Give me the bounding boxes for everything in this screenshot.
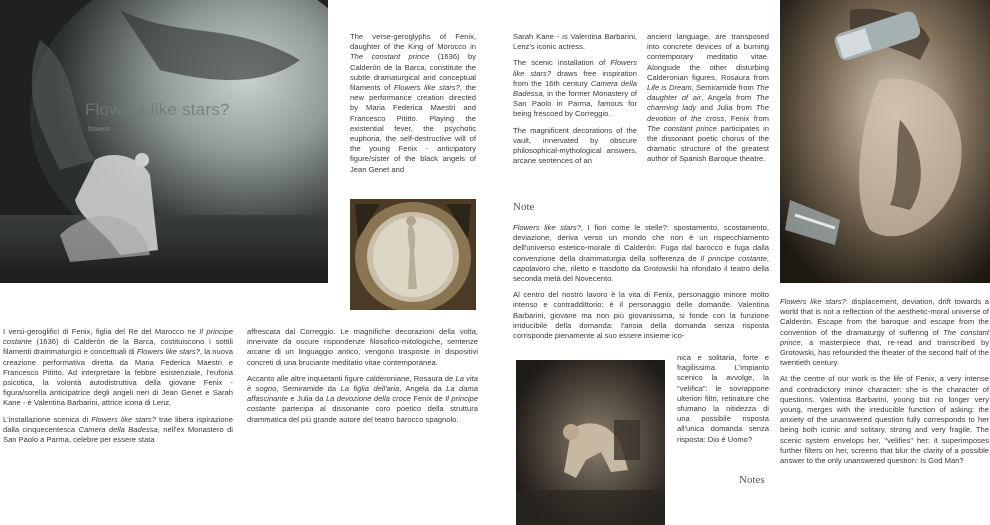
text-run: I versi-geroglifici di Fenix, figlia del Re del Marocco ne xyxy=(3,327,200,336)
text-run: , Semiramide da xyxy=(276,384,341,394)
en-col2-para-1 xyxy=(513,32,637,52)
text-run: trae libera ispirazione dalla cinquecentesca xyxy=(3,414,233,434)
text-run: (1636) di Calderón de la Barca, costituiscono i sottili filamenti drammaturgici e concettuali di xyxy=(3,337,233,357)
stage-overlay-small: flowers xyxy=(88,126,111,133)
italic-run: La dama affascinante xyxy=(247,384,478,404)
text-run: participates in the dissonant poetic chorus of the dramatic structure of the greatest author of Spanish Baroque theatre. xyxy=(647,123,769,164)
italic-run: Il principe costante xyxy=(247,394,478,414)
italic-run: The constant prince xyxy=(350,52,430,62)
text-run: The verse-geroglyphs of Fenix, daughter of the King of Morocco in xyxy=(350,32,476,52)
figure-graphic xyxy=(516,360,665,525)
italic-run: Flowers like stars? xyxy=(393,83,460,93)
notes-heading: Notes xyxy=(739,474,765,486)
italic-run: The constant prince xyxy=(647,123,717,133)
text-run: , la nuova creazione performativa diretta da Maria Federica Maestri e Francesco Pititto. Ad interpretare la febbre esistenziale, l'euforia psicotica, la volontà autodistruttiva della giovane Fenix - figura/sorella anticipatrice degli angeli neri di Jean Genet e Sarah Kane - è Valentina Barbarini, attrice icona di Lenz. xyxy=(3,347,234,408)
italic-run: Flowers like stars? xyxy=(136,347,200,357)
text-run: e Julia da xyxy=(287,394,326,404)
bottle-photo xyxy=(780,0,990,283)
text-run: , Angela da xyxy=(399,384,447,394)
italic-run: Camera della Badessa xyxy=(513,78,637,99)
italic-run: Il principe costante xyxy=(3,327,233,347)
text-run: ancient language, are transposed into concrete devices of a burning contemporary meditatio vitae. Alongside the other disturbing Calderonian figures, Rosaura from xyxy=(647,32,769,82)
text-run: : displacement, deviation, drift towards a world that is not a reflection of the aesthetic-moral universe of Calderón. Escape from the baroque and escape from the convention of the dramaturgy of suffering of xyxy=(780,297,990,337)
en-column-2 xyxy=(513,32,637,172)
text-run: The scenic installation of xyxy=(513,58,611,68)
text-run: partecipa al dissonante coro poetico della struttura drammatica del più grande autore del teatro barocco spagnolo. xyxy=(247,404,478,424)
notes-en-para-1 xyxy=(780,297,989,368)
italic-run: Il principe costante xyxy=(700,253,767,263)
en-col1-para xyxy=(350,32,476,175)
text-run: , Semiramidè from xyxy=(691,83,756,93)
text-run: draws free inspiration from the 16th century xyxy=(513,68,637,88)
note-heading: Note xyxy=(513,201,535,213)
text-run: , Angela from xyxy=(701,93,756,103)
en-col2-para-3 xyxy=(513,126,637,167)
it-col1-para-1 xyxy=(3,327,233,409)
bottle-graphic xyxy=(780,0,990,283)
text-run: Al centro del nostro lavoro è la vita di Fenix, personaggio minore molto intenso e contraddittorio: è il personaggio delle domande. Valentina Barbarini, giovane ma non più giovanissima, si fonde con la funzione irriducibile della domanda: l'ansia della domanda senza risposta corrisponde pienamente al suo essere insieme ico- xyxy=(513,290,769,341)
italic-run: Flowers like stars? xyxy=(513,58,637,78)
en-column-1 xyxy=(350,32,476,181)
italic-run: Camera della Badessa xyxy=(78,424,158,434)
italic-run: The daughter of air xyxy=(647,83,770,103)
stage-overlay-title: Flowers like stars? xyxy=(85,100,230,119)
italic-run: Flowers like stars? xyxy=(780,297,846,306)
stage-photo-graphic xyxy=(0,0,328,283)
text-run: L'installazione scenica di xyxy=(3,414,92,424)
stage-photo xyxy=(0,0,328,283)
italic-run: The constant prince xyxy=(780,327,989,347)
italic-run: Life is Dream xyxy=(647,83,692,93)
note-it-para-3 xyxy=(677,353,769,445)
text-run: The magnificent decorations of the vault, innervated by obscure philosophical-mythological answers, arcane sentences of an xyxy=(513,125,637,166)
it-column-2 xyxy=(247,327,478,431)
text-run: affrescata dal Correggio. Le magnifiche decorazioni della volta, innervate da oscure rispondenze filosofico-mitologiche, sentenze arcane di un linguaggio antico, vengono trasposte in dispositivi concreti di una bruciante meditatio vitae contemporanea. xyxy=(247,327,478,367)
note-it-para-2 xyxy=(513,290,769,341)
en-col3-para xyxy=(647,32,769,165)
figure-photo xyxy=(516,360,665,525)
note-italian-top xyxy=(513,223,769,347)
text-run: , Fenix from xyxy=(724,113,769,123)
text-run: , the new performance creation directed by Maria Federica Maestri and Francesco Pititto. Playing the existential fever, the psychotic euphoria, the self-destructive will of the young Fenix - anticipatory figure/sister of the black angels of Jean Genet and xyxy=(350,83,477,174)
it-col2-para-1 xyxy=(247,327,478,368)
text-run: , in the former Monastery of San Paolo in Parma, famous for being frescoed by Correggio. xyxy=(513,89,637,119)
en-column-3 xyxy=(647,32,769,171)
en-col2-para-2 xyxy=(513,58,637,119)
notes-en-para-2 xyxy=(780,374,989,466)
text-run: , nell'ex Monastero di San Paolo a Parma, celebre per essere stata xyxy=(3,424,233,445)
text-run: , a masterpiece that, re-read and transcribed by Grotowski, has refounded the theater of the second half of the twentieth century. xyxy=(780,337,989,368)
note-italian-right xyxy=(677,353,769,451)
notes-english xyxy=(780,297,989,472)
it-column-1 xyxy=(3,327,233,451)
italic-run: Flowers like stars? xyxy=(91,414,156,424)
italic-run: La vita è sogno xyxy=(247,373,478,394)
text-run: and Julia from xyxy=(696,103,756,113)
italic-run: The devotion of the cross xyxy=(647,103,769,123)
italic-run: Flowers like stars? xyxy=(513,223,581,232)
it-col2-para-2 xyxy=(247,374,478,425)
note-it-para-1 xyxy=(513,223,769,284)
text-run: (1636) by Calderón de la Barca, constitute the subtle dramaturgical and conceptual filaments of xyxy=(350,52,476,93)
text-run: , capolavoro che, riletto e trasdotto da Grotowski ha rifondato il teatro della seconda metà del Novecento. xyxy=(513,253,769,284)
italic-run: La devozione della croce xyxy=(325,394,411,404)
it-col1-para-2 xyxy=(3,415,233,446)
text-run: Fenix de xyxy=(410,394,446,404)
italic-run: The charming lady xyxy=(647,93,769,113)
text-run: Sarah Kane - is Valentina Barbarini, Lenz's iconic actress. xyxy=(513,32,637,52)
text-run: Accanto alle altre inquietanti figure calderoniane, Rosaura de xyxy=(247,373,456,383)
fresco-graphic xyxy=(350,199,476,310)
fresco-photo xyxy=(350,199,476,310)
italic-run: La figlia dell'aria xyxy=(340,384,400,394)
text-run: , I fiori come le stelle?: spostamento, scostamento, deviazione, deriva verso un mondo che non è un rispecchiamento dell'universo estetico-morale di Calderón. Fuga dal barocco e fuga dalla convenzione della drammaturgia della sofferenza de xyxy=(513,223,770,263)
text-run: At the centre of our work is the life of Fenix, a very intense and contradictory minor character: she is the character of questions. Valentina Barbarini, young but no longer very young, merges with the irreducible function of asking: the anxiety of the unanswered question fully corresponds to her being both iconic and solitary, strong and very fragile. The scenic system envelops her, "velifies" her: it superimposes further filters on her, screens that blur the clarity of a possible answer to the only unanswered question: Is God Man? xyxy=(780,374,989,466)
text-run: nica e solitaria, forte e fragilissima. L'impianto scenico la avvolge, la "velifica": le sovrappone ulteriori filtri, retinature che sfumano la nitidezza di una possibile risposta all'unica domanda senza risposta: Dio è Uomo? xyxy=(677,353,769,444)
